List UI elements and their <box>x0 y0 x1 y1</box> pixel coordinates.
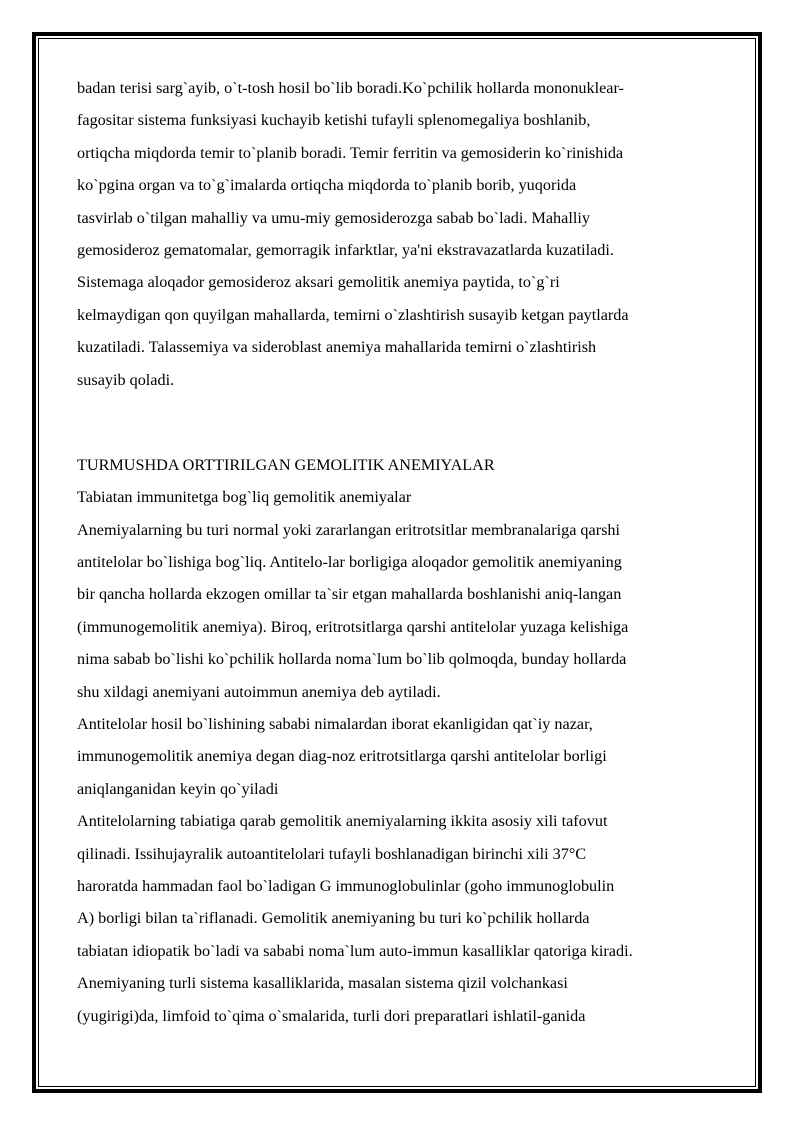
text-line: antitelolar bo`lishiga bog`liq. Antitelo-lar borligiga aloqador gemolitik anemiyaning <box>77 553 622 572</box>
text-line: Antitelolarning tabiatiga qarab gemolitik anemiyalarning ikkita asosiy xili tafovut <box>77 812 608 831</box>
text-line: ortiqcha miqdorda temir to`planib boradi. Temir ferritin va gemosiderin ko`rinishida <box>77 143 624 162</box>
text-line: fagositar sistema funksiyasi kuchayib ketishi tufayli splenomegaliya boshlanib, <box>77 111 591 130</box>
text-line: tasvirlab o`tilgan mahalliy va umu-miy gemosiderozga sabab bo`ladi. Mahalliy <box>77 208 590 227</box>
text-line: Anemiyaning turli sistema kasalliklarida, masalan sistema qizil volchankasi <box>77 974 568 993</box>
section-heading: TURMUSHDA ORTTIRILGAN GEMOLITIK ANEMIYALAR <box>77 455 495 474</box>
text-line: badan terisi sarg`ayib, o`t-tosh hosil bo`lib boradi.Ko`pchilik hollarda mononuklear- <box>77 79 624 97</box>
text-line: (immunogemolitik anemiya). Biroq, eritrotsitlarga qarshi antitelolar yuzaga kelishiga <box>77 617 629 636</box>
text-line: (yugirigi)da, limfoid to`qima o`smalarida, turli dori preparatlari ishlatil-ganida <box>77 1006 586 1025</box>
text-line: Antitelolar hosil bo`lishining sababi nimalardan iborat ekanligidan qat`iy nazar, <box>77 715 593 734</box>
section-subheading: Tabiatan immunitetga bog`liq gemolitik anemiyalar <box>77 488 412 507</box>
text-line: nima sabab bo`lishi ko`pchilik hollarda noma`lum bo`lib qolmoqda, bunday hollarda <box>77 650 627 669</box>
text-line: kuzatiladi. Talassemiya va sideroblast anemiya mahallarida temirni o`zlashtirish <box>77 338 597 357</box>
text-line: bir qancha hollarda ekzogen omillar ta`sir etgan mahallarda boshlanishi aniq-langan <box>77 585 622 604</box>
paragraph-1 <box>77 72 727 396</box>
text-line: qilinadi. Issihujayralik autoantitelolari tufayli boshlanadigan birinchi xili 37°C <box>77 844 587 863</box>
text-line: gemosideroz gematomalar, gemorragik infarktlar, ya'ni ekstravazatlarda kuzatiladi. <box>77 240 614 259</box>
text-line: ko`pgina organ va to`g`imalarda ortiqcha miqdorda to`planib borib, yuqorida <box>77 176 577 195</box>
text-line: tabiatan idiopatik bo`ladi va sababi noma`lum auto-immun kasalliklar qatoriga kiradi. <box>77 941 633 960</box>
section-spacer <box>77 396 727 449</box>
text-line: susayib qoladi. <box>77 370 175 389</box>
text-line: haroratda hammadan faol bo`ladigan G immunoglobulinlar (goho immunoglobulin <box>77 876 615 895</box>
paragraph-2 <box>77 514 727 708</box>
text-line: immunogemolitik anemiya degan diag-noz eritrotsitlarga qarshi antitelolar borligi <box>77 747 607 766</box>
text-line: aniqlanganidan keyin qo`yiladi <box>77 779 279 798</box>
text-line: shu xildagi anemiyani autoimmun anemiya deb aytiladi. <box>77 682 441 701</box>
text-line: kelmaydigan qon quyilgan mahallarda, temirni o`zlashtirish susayib ketgan paytlarda <box>77 305 629 324</box>
document-body <box>77 72 727 1032</box>
paragraph-3 <box>77 708 727 805</box>
text-line: Anemiyalarning bu turi normal yoki zararlangan eritrotsitlar membranalariga qarshi <box>77 520 620 539</box>
text-line: A) borligi bilan ta`riflanadi. Gemolitik anemiyaning bu turi ko`pchilik hollarda <box>77 909 590 928</box>
text-line: Sistemaga aloqador gemosideroz aksari gemolitik anemiya paytida, to`g`ri <box>77 273 560 292</box>
paragraph-4 <box>77 805 727 1032</box>
